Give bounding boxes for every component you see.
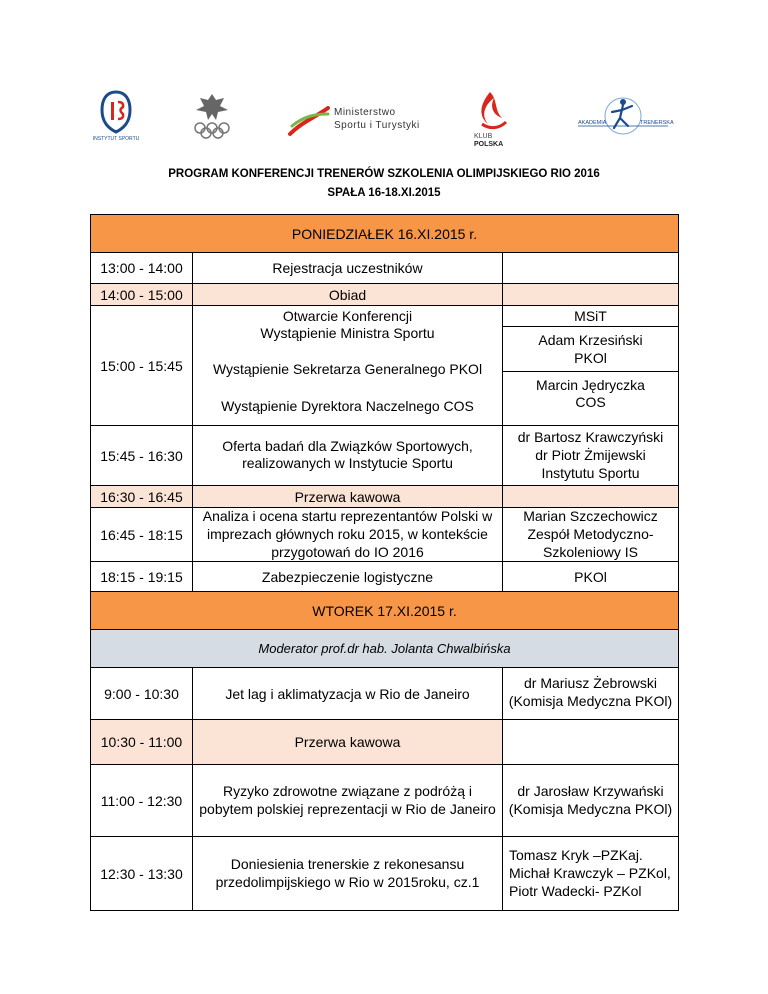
msit-line2: Sportu i Turystyki xyxy=(334,120,420,131)
row-topic: Obiad xyxy=(192,284,502,305)
moderator-row xyxy=(91,630,678,668)
topic-line: Wystąpienie Ministra Sportu xyxy=(260,325,435,341)
speaker-line: Zespół Metodyczno- xyxy=(527,526,654,542)
table-row xyxy=(91,668,678,720)
row-time: 15:45 - 16:30 xyxy=(100,447,183,464)
instytut-sportu-logo xyxy=(92,88,140,146)
speaker-line: dr Jarosław Krzywański xyxy=(517,783,664,799)
speaker-line: Marian Szczechowicz xyxy=(523,508,658,524)
svg-text:KLUB: KLUB xyxy=(474,133,493,140)
row-time: 9:00 - 10:30 xyxy=(104,685,179,702)
speaker-line: MSiT xyxy=(574,308,607,324)
topic-line: Analiza i ocena startu reprezentantów Polski w xyxy=(202,508,493,524)
speaker-line: Michał Krawczyk – PZKol, xyxy=(509,865,671,881)
row-time: 18:15 - 19:15 xyxy=(100,568,183,585)
svg-text:POLSKA: POLSKA xyxy=(474,141,504,148)
topic-line: Otwarcie Konferencji xyxy=(282,308,413,324)
svg-text:INSTYTUT SPORTU: INSTYTUT SPORTU xyxy=(92,136,140,142)
row-speaker xyxy=(502,765,678,836)
svg-text:AKADEMIA: AKADEMIA xyxy=(578,120,607,126)
topic-line: Wystąpienie Dyrektora Naczelnego COS xyxy=(221,398,474,414)
topic-line: realizowanych w Instytucie Sportu xyxy=(242,455,453,471)
table-row xyxy=(91,426,678,486)
day-header-tuesday xyxy=(91,592,678,630)
row-speaker xyxy=(502,306,678,425)
speaker-line: PKOl xyxy=(574,350,607,366)
speaker-line: COS xyxy=(575,394,606,410)
document-subtitle: SPAŁA 16-18.XI.2015 xyxy=(327,187,441,199)
topic-line: imprezach głównych roku 2015, w kontekście xyxy=(207,526,488,542)
day-header-monday xyxy=(91,215,678,253)
table-row xyxy=(91,720,678,765)
row-speaker xyxy=(502,253,678,283)
row-time: 15:00 - 15:45 xyxy=(100,357,183,374)
row-speaker xyxy=(502,837,678,910)
row-topic xyxy=(192,837,502,910)
row-topic xyxy=(192,306,502,425)
topic-line: Wystąpienie Sekretarza Generalnego PKOl xyxy=(212,361,483,377)
topic-line: przygotowań do IO 2016 xyxy=(271,544,424,560)
document-title: PROGRAM KONFERENCJI TRENERÓW SZKOLENIA OLIMPIJSKIEGO RIO 2016 xyxy=(168,168,600,180)
row-time: 14:00 - 15:00 xyxy=(100,286,183,303)
row-time: 16:45 - 18:15 xyxy=(100,526,183,543)
row-speaker xyxy=(502,720,678,764)
row-time: 10:30 - 11:00 xyxy=(100,734,183,750)
msit-swoosh-icon xyxy=(288,104,332,140)
topic-line: Doniesienia trenerskie z rekonesansu xyxy=(230,856,465,872)
row-time: 11:00 - 12:30 xyxy=(100,792,183,809)
row-speaker: PKOl xyxy=(502,562,678,591)
speaker-line: Szkoleniowy IS xyxy=(543,544,638,560)
row-topic xyxy=(192,765,502,836)
speaker-line: dr Piotr Żmijewski xyxy=(535,447,646,463)
speaker-line: Marcin Jędryczka xyxy=(536,377,645,393)
klub-polska-logo xyxy=(470,88,516,148)
topic-line: Oferta badań dla Związków Sportowych, xyxy=(222,438,473,454)
speaker-line: Instytutu Sportu xyxy=(541,465,640,481)
moderator-label: Moderator prof.dr hab. Jolanta Chwalbińska xyxy=(258,641,511,656)
row-topic: Rejestracja uczestników xyxy=(192,253,502,283)
topic-line: przedolimpijskiego w Rio w 2015roku, cz.1 xyxy=(215,874,480,890)
speaker-line: (Komisja Medyczna PKOl) xyxy=(508,801,673,817)
table-row xyxy=(91,284,678,306)
row-time: 16:30 - 16:45 xyxy=(100,488,183,505)
row-speaker xyxy=(502,508,678,561)
row-speaker xyxy=(502,426,678,485)
pkol-eagle-logo xyxy=(190,90,234,144)
table-row xyxy=(91,562,678,592)
row-speaker xyxy=(502,284,678,305)
day-header-label: WTOREK 17.XI.2015 r. xyxy=(312,602,457,619)
ministerstwo-logo xyxy=(288,104,428,142)
schedule-table xyxy=(90,214,679,911)
topic-line: pobytem polskiej reprezentacji w Rio de Janeiro xyxy=(199,801,496,817)
row-time: 12:30 - 13:30 xyxy=(100,865,183,882)
row-time: 13:00 - 14:00 xyxy=(100,260,183,276)
svg-text:TRENERSKA: TRENERSKA xyxy=(640,120,674,126)
row-topic: Jet lag i aklimatyzacja w Rio de Janeiro xyxy=(192,668,502,719)
speaker-line: Piotr Wadecki- PZKol xyxy=(509,883,642,899)
table-row xyxy=(91,486,678,508)
table-row xyxy=(91,306,678,426)
row-topic: Przerwa kawowa xyxy=(192,486,502,507)
table-row xyxy=(91,765,678,837)
speaker-line: dr Mariusz Żebrowski xyxy=(523,675,658,691)
table-row xyxy=(91,837,678,910)
speaker-line: (Komisja Medyczna PKOl) xyxy=(508,693,673,709)
row-topic: Zabezpieczenie logistyczne xyxy=(192,562,502,591)
msit-line1: Ministerstwo xyxy=(334,107,396,118)
speaker-line: dr Bartosz Krawczyński xyxy=(517,429,664,445)
logo-strip xyxy=(0,82,768,152)
topic-line: Ryzyko zdrowotne związane z podróżą i xyxy=(222,783,472,799)
table-row xyxy=(91,508,678,562)
row-topic: Przerwa kawowa xyxy=(192,720,502,764)
day-header-label: PONIEDZIAŁEK 16.XI.2015 r. xyxy=(291,225,478,242)
row-speaker xyxy=(502,668,678,719)
row-topic xyxy=(192,426,502,485)
speaker-line: Adam Krzesiński xyxy=(538,332,643,348)
speaker-line: Tomasz Kryk –PZKaj. xyxy=(509,847,643,863)
row-topic xyxy=(192,508,502,561)
row-speaker xyxy=(502,486,678,507)
table-row xyxy=(91,253,678,284)
akademia-trenerska-logo xyxy=(576,88,674,144)
